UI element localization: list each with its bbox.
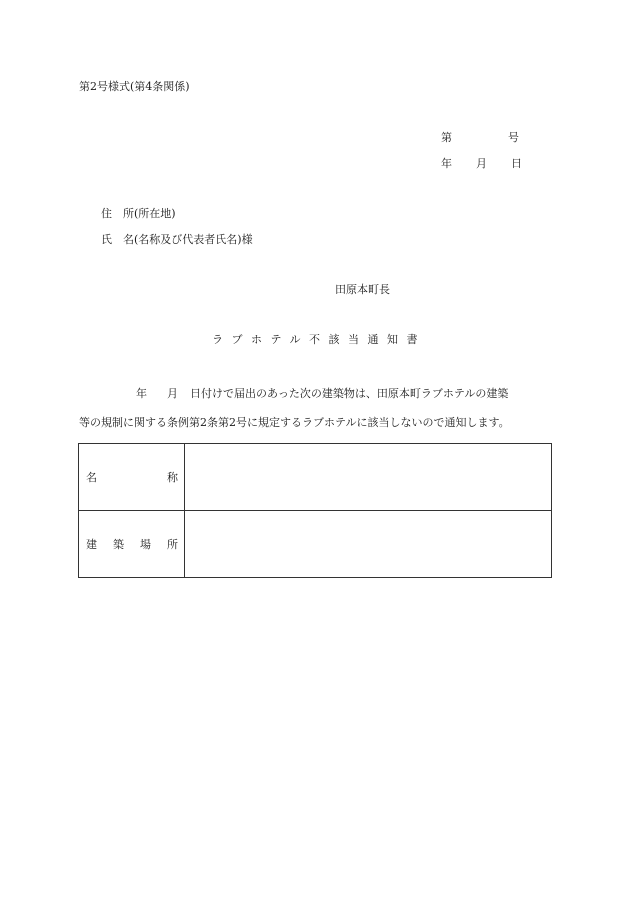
table-row <box>79 511 552 578</box>
form-number: 第2号様式(第4条関係) <box>79 80 190 93</box>
body-month: 月 <box>167 387 178 400</box>
label-char: 場 <box>140 538 151 551</box>
location-value-cell <box>185 511 552 578</box>
doc-number-suffix: 号 <box>508 131 519 144</box>
recipient-address: 住 所(所在地) <box>101 207 176 220</box>
table-row <box>79 444 552 511</box>
document-date <box>441 157 522 171</box>
body-line-2: 等の規制に関する条例第2条第2号に規定するラブホテルに該当しないので通知します。 <box>79 416 510 429</box>
name-value-cell <box>185 444 552 511</box>
label-char: 称 <box>167 471 178 484</box>
date-day: 日 <box>511 157 522 170</box>
label-char: 築 <box>113 538 124 551</box>
body-year: 年 <box>136 387 147 400</box>
location-label-cell <box>79 511 185 578</box>
date-month: 月 <box>476 157 487 170</box>
recipient-name: 氏 名(名称及び代表者氏名)様 <box>101 233 253 246</box>
label-char: 建 <box>86 538 97 551</box>
document-number <box>441 131 519 145</box>
body-line-1-text: 日付けで届出のあった次の建築物は、田原本町ラブホテルの建築 <box>190 387 509 400</box>
label-char: 名 <box>86 471 97 484</box>
document-title: ラブホテル不該当通知書 <box>212 333 426 346</box>
name-label-cell <box>79 444 185 511</box>
sender-name: 田原本町長 <box>335 283 390 296</box>
building-info-table <box>78 443 552 578</box>
label-char: 所 <box>167 538 178 551</box>
date-year: 年 <box>441 157 452 170</box>
body-line-1 <box>136 387 508 401</box>
doc-number-prefix: 第 <box>441 131 452 144</box>
